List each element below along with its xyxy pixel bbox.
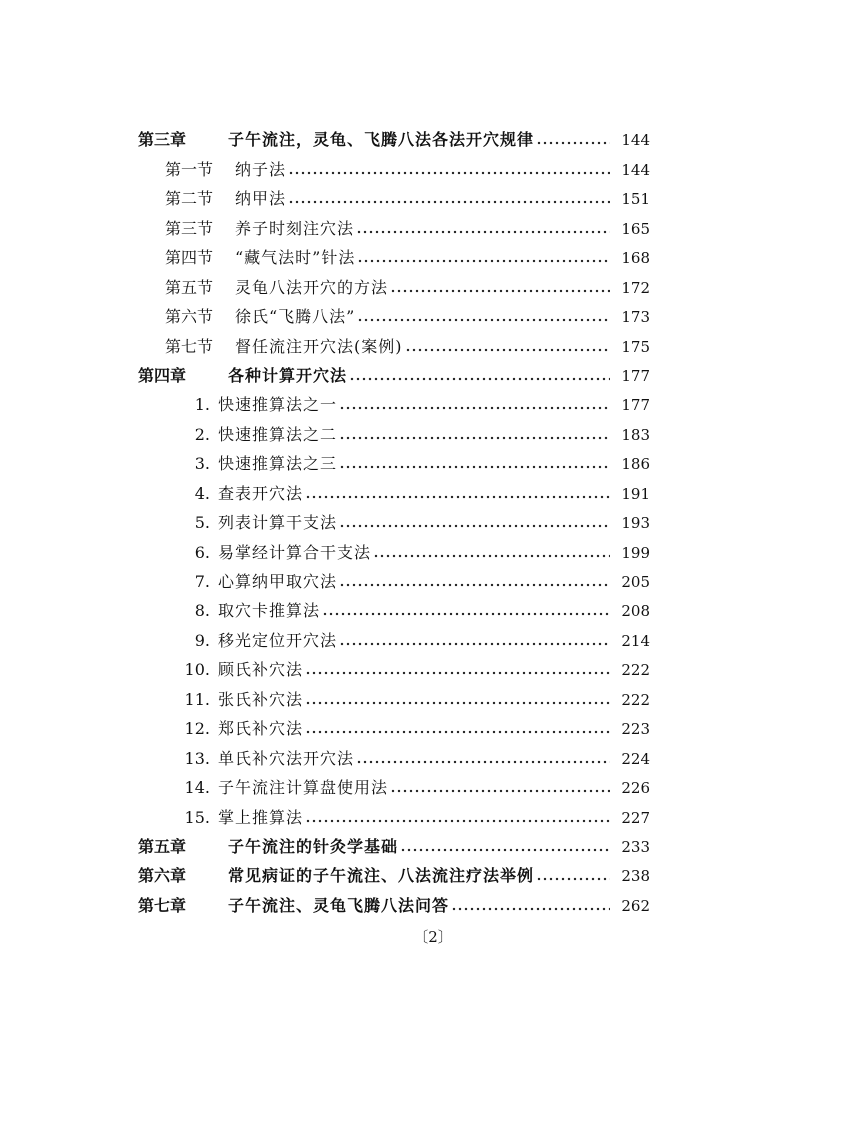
entry-title: “藏气法时”针法: [235, 248, 356, 268]
toc-item-entry: [138, 533, 650, 562]
entry-page-number: 191: [621, 484, 650, 503]
entry-label: 第五节: [165, 277, 214, 297]
dot-leader: [451, 907, 610, 911]
entry-page-number: 262: [621, 896, 650, 915]
entry-page-number: 165: [621, 219, 650, 238]
entry-title: 移光定位开穴法: [218, 630, 338, 650]
table-of-contents: [138, 121, 650, 916]
entry-title: 顾氏补穴法: [218, 660, 304, 680]
toc-section-entry: [138, 298, 650, 327]
entry-label: 第四节: [165, 248, 214, 268]
toc-section-entry: [138, 180, 650, 209]
entry-label: 15.: [184, 807, 210, 827]
entry-page-number: 224: [621, 749, 650, 768]
dot-leader: [349, 377, 610, 381]
entry-page-number: 144: [621, 160, 650, 179]
toc-item-entry: [138, 592, 650, 621]
toc-section-entry: [138, 239, 650, 268]
entry-label: 5.: [194, 513, 210, 533]
entry-label: 2.: [194, 424, 210, 444]
toc-chapter-entry: [138, 828, 650, 857]
dot-leader: [390, 789, 610, 793]
entry-page-number: 223: [621, 720, 650, 739]
entry-page-number: 193: [621, 514, 650, 533]
entry-label: 14.: [184, 778, 210, 798]
entry-title: 子午流注，灵龟、飞腾八法各法开穴规律: [228, 130, 535, 150]
entry-page-number: 233: [621, 837, 650, 856]
entry-page-number: 177: [621, 366, 650, 385]
entry-label: 11.: [184, 689, 210, 709]
dot-leader: [305, 701, 610, 705]
dot-leader: [305, 671, 610, 675]
entry-title: 列表计算干支法: [218, 513, 338, 533]
entry-title: 心算纳甲取穴法: [218, 572, 338, 591]
entry-label: 1.: [194, 395, 210, 415]
toc-item-entry: [138, 445, 650, 474]
dot-leader: [305, 819, 610, 823]
entry-label: 第七章: [138, 895, 187, 915]
entry-page-number: 226: [621, 779, 650, 798]
dot-leader: [305, 495, 610, 499]
entry-page-number: 172: [621, 278, 650, 297]
page-number: 〔2〕: [413, 928, 453, 946]
entry-label: 10.: [184, 660, 210, 680]
entry-page-number: 205: [621, 573, 650, 591]
entry-label: 12.: [184, 719, 210, 739]
entry-page-number: 144: [621, 131, 650, 150]
toc-item-entry: [138, 769, 650, 798]
entry-page-number: 208: [621, 602, 650, 621]
entry-title: 易掌经计算合干支法: [218, 542, 372, 562]
entry-title: 子午流注的针灸学基础: [228, 836, 399, 856]
entry-page-number: 173: [621, 308, 650, 327]
entry-title: 纳甲法: [235, 189, 287, 209]
toc-item-entry: [138, 680, 650, 709]
entry-label: 13.: [184, 748, 210, 768]
entry-label: 4.: [194, 483, 210, 503]
entry-label: 第一节: [165, 159, 214, 179]
toc-item-entry: [138, 563, 650, 592]
entry-label: 第二节: [165, 189, 214, 209]
entry-label: 第五章: [138, 836, 187, 856]
entry-label: 8.: [194, 601, 210, 621]
entry-title: 灵龟八法开穴的方法: [235, 277, 389, 297]
entry-title: 徐氏“飞腾八法”: [235, 307, 356, 327]
entry-title: 查表开穴法: [218, 483, 304, 503]
entry-page-number: 222: [621, 661, 650, 680]
entry-page-number: 186: [621, 455, 650, 474]
entry-title: 张氏补穴法: [218, 689, 304, 709]
toc-item-entry: [138, 710, 650, 739]
entry-title: 子午流注计算盘使用法: [218, 778, 389, 798]
dot-leader: [339, 465, 610, 469]
dot-leader: [357, 259, 610, 263]
entry-label: 7.: [194, 572, 210, 591]
toc-item-entry: [138, 651, 650, 680]
entry-page-number: 183: [621, 425, 650, 444]
toc-section-entry: [138, 150, 650, 179]
entry-title: 各种计算开穴法: [228, 365, 348, 385]
dot-leader: [339, 583, 610, 587]
entry-title: 快速推算法之二: [218, 424, 338, 444]
dot-leader: [322, 612, 610, 616]
toc-section-entry: [138, 209, 650, 238]
toc-item-entry: [138, 415, 650, 444]
dot-leader: [288, 200, 610, 204]
dot-leader: [339, 406, 610, 410]
entry-label: 第三节: [165, 218, 214, 238]
entry-page-number: 199: [621, 543, 650, 562]
entry-label: 9.: [194, 630, 210, 650]
entry-title: 纳子法: [235, 159, 287, 179]
entry-label: 6.: [194, 542, 210, 562]
entry-page-number: 238: [621, 867, 650, 886]
dot-leader: [536, 141, 610, 145]
dot-leader: [390, 289, 610, 293]
entry-page-number: 227: [621, 808, 650, 827]
toc-item-entry: [138, 504, 650, 533]
toc-chapter-entry: [138, 857, 650, 886]
entry-page-number: 175: [621, 337, 650, 356]
entry-page-number: 214: [621, 631, 650, 650]
toc-item-entry: [138, 621, 650, 650]
dot-leader: [357, 318, 610, 322]
dot-leader: [339, 642, 610, 646]
toc-item-entry: [138, 386, 650, 415]
toc-item-entry: [138, 739, 650, 768]
entry-page-number: 177: [621, 396, 650, 415]
entry-label: 第七节: [165, 336, 214, 356]
entry-title: 养子时刻注穴法: [235, 218, 355, 238]
entry-page-number: 168: [621, 249, 650, 268]
entry-title: 掌上推算法: [218, 807, 304, 827]
entry-title: 单氏补穴法开穴法: [218, 748, 355, 768]
dot-leader: [536, 877, 610, 881]
dot-leader: [305, 730, 610, 734]
entry-page-number: 222: [621, 690, 650, 709]
toc-chapter-entry: [138, 357, 650, 386]
dot-leader: [356, 760, 610, 764]
entry-label: 第六节: [165, 307, 214, 327]
dot-leader: [405, 348, 611, 352]
toc-section-entry: [138, 268, 650, 297]
entry-title: 取穴卡推算法: [218, 601, 321, 621]
entry-title: 快速推算法之三: [218, 454, 338, 474]
dot-leader: [373, 554, 610, 558]
entry-title: 督任流注开穴法(案例): [235, 336, 403, 356]
entry-title: 快速推算法之一: [218, 395, 338, 415]
dot-leader: [339, 524, 610, 528]
toc-item-entry: [138, 798, 650, 827]
entry-label: 3.: [194, 454, 210, 474]
entry-title: 郑氏补穴法: [218, 719, 304, 739]
entry-title: 子午流注、灵龟飞腾八法问答: [228, 895, 450, 915]
entry-label: 第六章: [138, 866, 187, 886]
dot-leader: [339, 436, 610, 440]
dot-leader: [400, 848, 610, 852]
toc-section-entry: [138, 327, 650, 356]
dot-leader: [356, 230, 610, 234]
entry-page-number: 151: [621, 190, 650, 209]
toc-chapter-entry: [138, 886, 650, 915]
entry-label: 第四章: [138, 365, 187, 385]
entry-title: 常见病证的子午流注、八法流注疗法举例: [228, 866, 535, 886]
dot-leader: [288, 171, 610, 175]
toc-chapter-entry: [138, 121, 650, 150]
toc-item-entry: [138, 474, 650, 503]
entry-label: 第三章: [138, 130, 187, 150]
